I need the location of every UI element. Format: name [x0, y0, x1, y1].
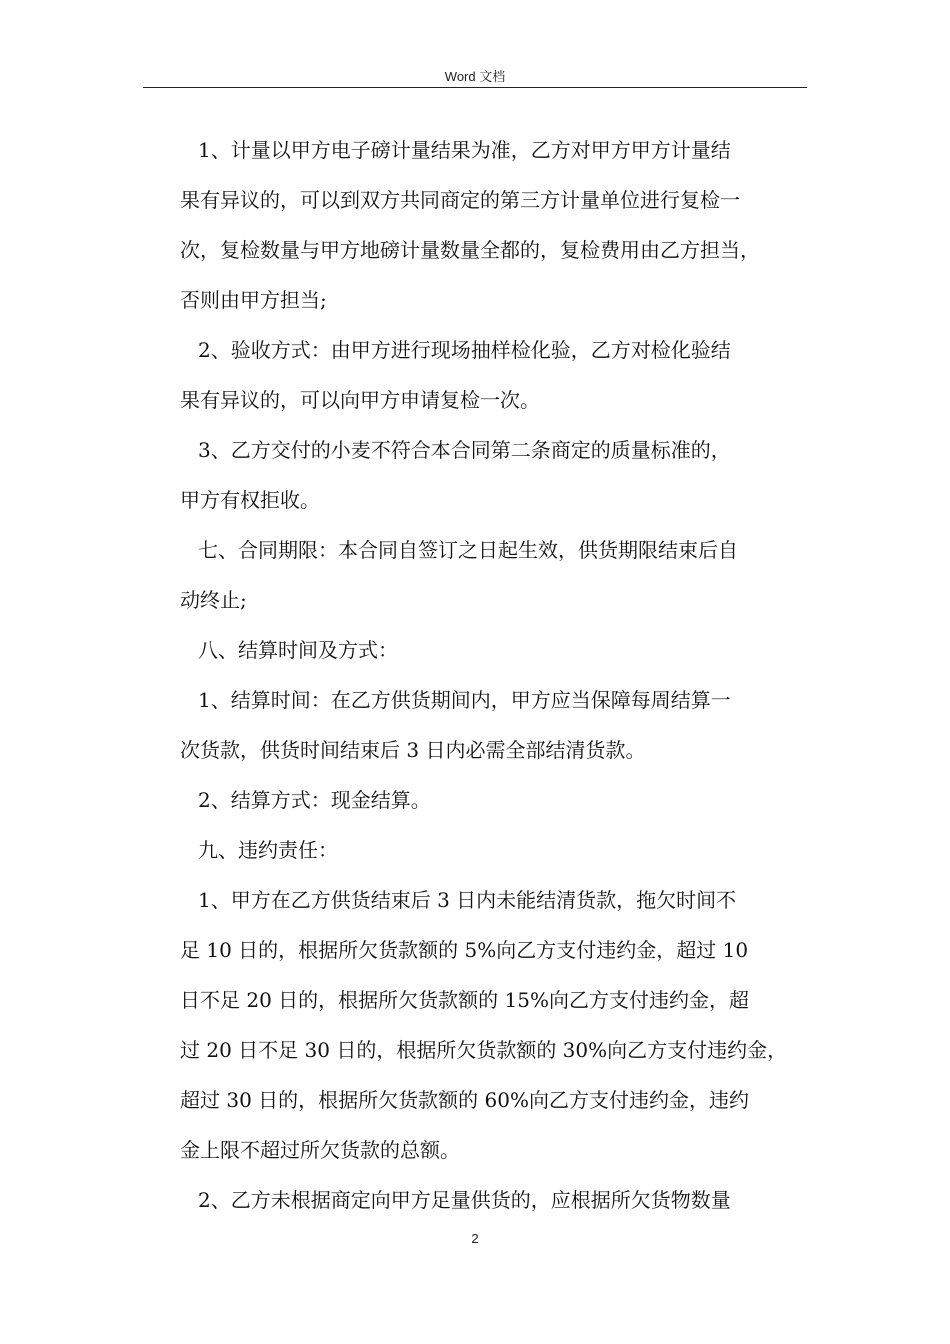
- paragraph-line: 2、乙方未根据商定向甲方足量供货的，应根据所欠货物数量: [198, 1188, 731, 1212]
- section-heading: 八、结算时间及方式：: [198, 638, 398, 662]
- paragraph-line: 否则由甲方担当;: [180, 288, 327, 312]
- paragraph-line: 次，复检数量与甲方地磅计量数量全都的，复检费用由乙方担当，: [180, 238, 760, 262]
- paragraph-line: 次货款，供货时间结束后 3 日内必需全部结清货款。: [180, 738, 646, 762]
- header-divider: [143, 87, 807, 88]
- section-heading: 七、合同期限：本合同自签订之日起生效，供货期限结束后自: [198, 538, 738, 562]
- paragraph-line: 1、甲方在乙方供货结束后 3 日内未能结清货款，拖欠时间不: [198, 888, 737, 912]
- paragraph-line: 1、结算时间：在乙方供货期间内，甲方应当保障每周结算一: [198, 688, 731, 712]
- paragraph-line: 甲方有权拒收。: [180, 488, 320, 512]
- paragraph-line: 果有异议的，可以向甲方申请复检一次。: [180, 388, 540, 412]
- paragraph-line: 日不足 20 日的，根据所欠货款额的 15%向乙方支付违约金，超: [180, 988, 749, 1012]
- paragraph-line: 足 10 日的，根据所欠货款额的 5%向乙方支付违约金，超过 10: [180, 938, 749, 962]
- paragraph-line: 2、结算方式：现金结算。: [198, 788, 431, 812]
- paragraph-line: 1、计量以甲方电子磅计量结果为准，乙方对甲方甲方计量结: [198, 138, 731, 162]
- paragraph-line: 动终止;: [180, 588, 247, 612]
- paragraph-line: 金上限不超过所欠货款的总额。: [180, 1138, 460, 1162]
- page-header: Word 文档: [444, 69, 506, 84]
- paragraph-line: 果有异议的，可以到双方共同商定的第三方计量单位进行复检一: [180, 188, 740, 212]
- paragraph-line: 3、乙方交付的小麦不符合本合同第二条商定的质量标准的，: [198, 438, 731, 462]
- section-heading: 九、违约责任：: [198, 838, 338, 862]
- paragraph-line: 2、验收方式：由甲方进行现场抽样检化验，乙方对检化验结: [198, 338, 731, 362]
- paragraph-line: 过 20 日不足 30 日的，根据所欠货款额的 30%向乙方支付违约金，: [180, 1038, 788, 1062]
- page-number: 2: [471, 1231, 479, 1246]
- paragraph-line: 超过 30 日的，根据所欠货款额的 60%向乙方支付违约金，违约: [180, 1088, 749, 1112]
